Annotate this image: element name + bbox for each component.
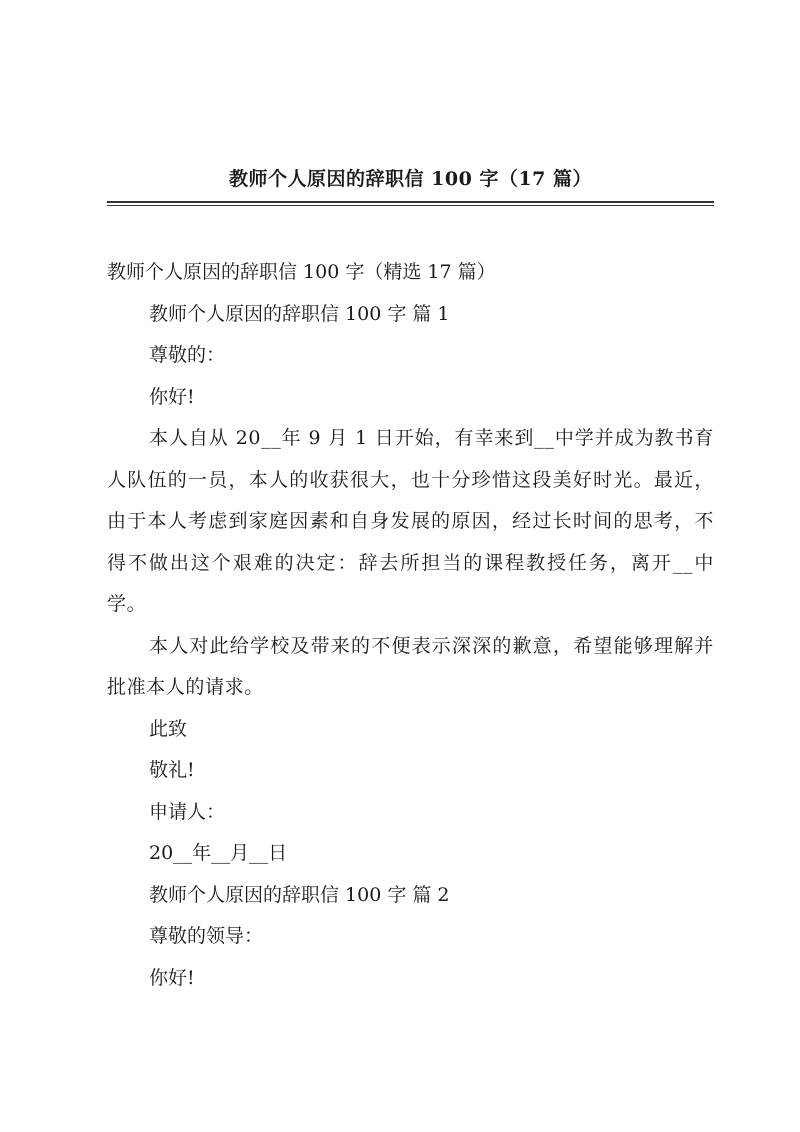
- section-2-greeting: 你好!: [149, 966, 195, 989]
- section-1-regards: 敬礼!: [149, 759, 195, 781]
- section-2-salutation: 尊敬的领导：: [149, 925, 264, 947]
- section-1-paragraph-2: 本人对此给学校及带来的不便表示深深的歉意，希望能够理解并批准本人的请求。: [107, 634, 714, 698]
- section-1-closing: 此致: [149, 717, 188, 740]
- document-subtitle: 教师个人原因的辞职信 100 字（精选 17 篇）: [107, 261, 496, 283]
- section-1-paragraph-1: 本人自从 20__年 9 月 1 日开始，有幸来到__中学并成为教书育人队伍的一员，本人的收获很大，也十分珍惜这段美好时光。最近，由于本人考虑到家庭因素和自身发展的原因，经过长时间的思考，不得不做出这个艰难的决定：辞去所担当的课程教授任务，离开__中学。: [107, 427, 714, 615]
- section-1-date: 20__年__月__日: [149, 842, 288, 864]
- title-double-rule: [107, 201, 714, 206]
- section-1-salutation: 尊敬的：: [149, 344, 226, 366]
- section-1-applicant: 申请人：: [149, 800, 226, 823]
- section-1-greeting: 你好!: [149, 385, 195, 408]
- section-1-heading: 教师个人原因的辞职信 100 字 篇 1: [149, 302, 450, 325]
- document-title: 教师个人原因的辞职信 100 字（17 篇）: [229, 168, 592, 190]
- section-2-heading: 教师个人原因的辞职信 100 字 篇 2: [149, 883, 450, 906]
- document-body: [107, 252, 714, 999]
